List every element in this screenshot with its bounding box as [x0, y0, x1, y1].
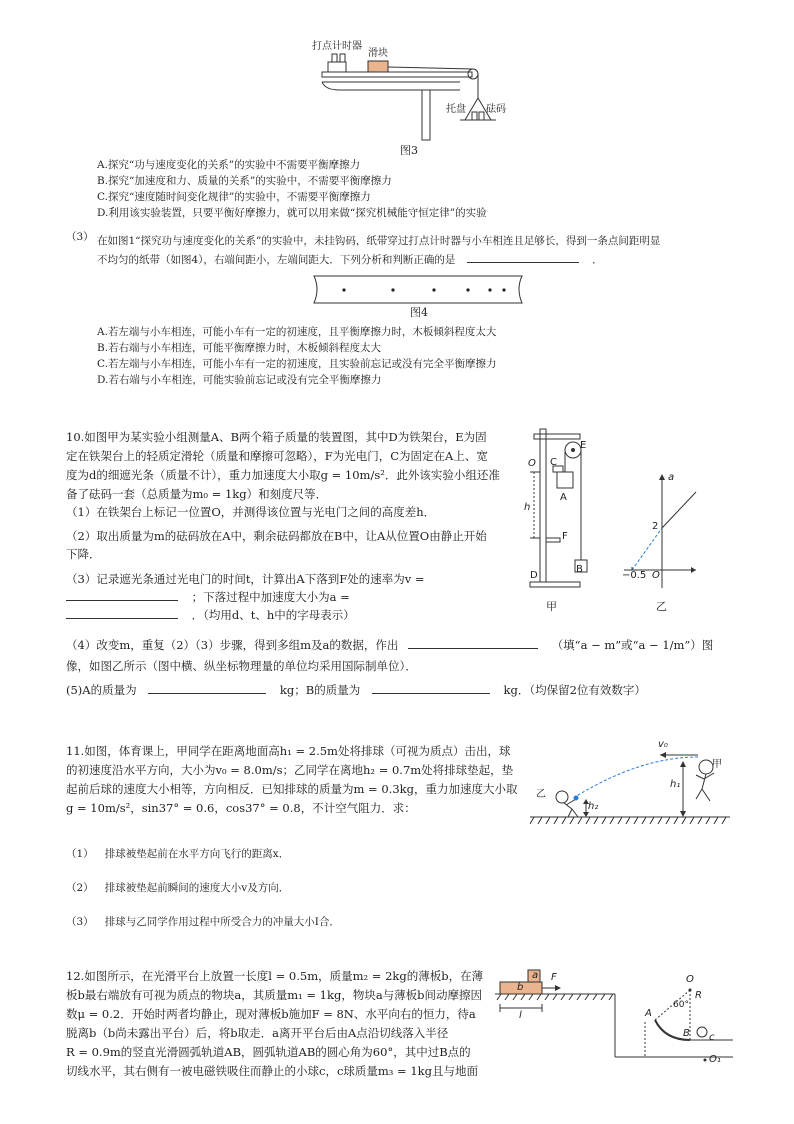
q10-part-2b: 下降．: [66, 547, 101, 561]
q11-sub-1: [66, 842, 289, 862]
figure-3-caption: 图3: [400, 144, 418, 157]
acceleration-answer-blank[interactable]: [66, 607, 178, 619]
q3-option-c: C.若左端与小车相连，可能小车有一定的初速度，且实验前忘记或没有完全平衡摩擦力: [97, 358, 497, 370]
q11-intro: [66, 742, 526, 818]
q11-sub-num: （2）: [66, 882, 94, 894]
figure-yi: [620, 470, 700, 615]
q12-line: 脱离b（b尚未露出平台）后，将b取走．a离开平台后由A点沿切线落入半径: [66, 1026, 449, 1040]
label-h1: h₁: [670, 779, 681, 790]
q10-part-4a-text: （4）改变m，重复（2）（3）步骤，得到多组m及a的数据，作出: [66, 638, 399, 652]
q12-line: 板b最右端放有可视为质点的物块a，其质量m₁ = 1kg，物块a与薄板b间动摩擦因: [66, 988, 483, 1002]
q10-part-4b-text: （填“a − m”或“a − 1/m”）图: [551, 638, 714, 652]
option-d: D.利用该实验装置，只要平衡好摩擦力，就可以用来做“探究机械能守恒定律”的实验: [97, 207, 487, 219]
q10-part-5c: kg．（均保留2位有效数字）: [503, 683, 646, 697]
label-tray: 托盘: [446, 104, 466, 115]
q12-line: 12.如图所示，在光滑平台上放置一长度l = 0.5m，质量m₂ = 2kg的薄板b，在薄: [66, 969, 484, 983]
q10-part-3b: [66, 588, 350, 607]
label-angle: 60°: [673, 1000, 689, 1010]
mass-b-blank[interactable]: [372, 682, 490, 694]
q10-intro-line: 备了砝码一套（总质量为m₀ = 1kg）和刻度尺等．: [66, 487, 328, 501]
q3-number: （3）: [66, 231, 94, 243]
q10-part-3b-text: ；下落过程中加速度大小为a =: [191, 590, 350, 604]
label-c: C: [550, 457, 557, 468]
volleyball-diagram: [530, 735, 730, 830]
q11-sub-num: （1）: [66, 848, 94, 860]
q11-intro-line: 的初速度沿水平方向，大小为v₀ = 8.0m/s；乙同学在离地h₂ = 0.7m处将排球垫起，垫: [66, 763, 514, 777]
q11-intro-line: 起前后球的速度大小相等，方向相反．已知排球的质量为m = 0.3kg，重力加速度大小取: [66, 782, 518, 796]
label-force-f: F: [551, 972, 557, 983]
x-intercept-label: −0.5: [622, 570, 647, 581]
q11-sub-3: [66, 910, 340, 930]
label-board-b: b: [517, 982, 524, 993]
label-f: F: [562, 531, 568, 542]
q11-sub-text: 排球被垫起前瞬间的速度大小v及方向．: [104, 882, 290, 894]
label-b: B: [576, 564, 583, 575]
figure-jia: [520, 424, 620, 614]
q10-part-2a: （2）取出质量为m的砝码放在A中，剩余砝码都放在B中，让A从位置O由静止开始: [66, 529, 487, 543]
figure-jia-caption: 甲: [546, 600, 557, 613]
label-e: E: [580, 440, 587, 451]
q12-line: R = 0.9m的竖直光滑圆弧轨道AB，圆弧轨道AB的圆心角为60°，其中过B点的: [66, 1045, 471, 1059]
paper-tape: [308, 273, 528, 307]
mass-a-blank[interactable]: [148, 682, 266, 694]
label-d: D: [530, 570, 538, 581]
label-length-l: l: [519, 1010, 522, 1021]
label-timer: 打点计时器: [312, 41, 362, 52]
label-jia: 甲: [712, 759, 722, 770]
platform-diagram: [495, 962, 735, 1072]
q3-line-1: 在如图1“探究功与速度变化的关系”的实验中，未挂钩码，纸带穿过打点计时器与小车相连且足够长，得到一条点间距明显: [97, 235, 661, 247]
q3-line-2: [97, 251, 603, 268]
axis-y-label: a: [668, 472, 675, 483]
q10-part-4a: [66, 636, 713, 655]
q10-part-3c-text: ．（均用d、t、h中的字母表示）: [191, 608, 355, 622]
q12-text: [66, 967, 496, 1081]
label-block-a: a: [532, 970, 539, 981]
q3-line-2-end: ．: [592, 254, 603, 266]
label-a: A: [560, 492, 567, 503]
label-ball-c: c: [709, 1032, 715, 1043]
q12-line: 切线水平，其右侧有一被电磁铁吸住而静止的小球c，c球质量m₃ = 1kg且与地面: [66, 1064, 478, 1078]
q10-part-3a: （3）记录遮光条通过光电门的时间t，计算出A下落到F处的速率为v =: [66, 572, 425, 586]
graph-choice-blank[interactable]: [408, 637, 538, 649]
label-v0: v₀: [658, 739, 668, 750]
q11-intro-line: g = 10m/s²，sin37° = 0.6，cos37° = 0.8，不计空气阻力．求：: [66, 801, 416, 815]
label-point-a: A: [645, 1008, 652, 1019]
q10-intro-line: 10.如图甲为某实验小组测量A、B两个箱子质量的装置图，其中D为铁架台，E为固: [66, 430, 487, 444]
option-b: B.探究“加速度和力、质量的关系”的实验中，不需要平衡摩擦力: [97, 175, 392, 187]
label-h2: h₂: [588, 801, 599, 812]
q11-intro-line: 11.如图，体育课上，甲同学在距离地面高h₁ = 2.5m处将排球（可视为质点）击出，球: [66, 744, 511, 758]
figure-4-caption: 图4: [410, 306, 428, 319]
figure-yi-caption: 乙: [656, 600, 667, 613]
q3-line-2-text: 不均匀的纸带（如图4），右端间距小，左端间距大．下列分析和判断正确的是: [97, 254, 456, 266]
q10-part-5b: kg；B的质量为: [279, 683, 361, 697]
q10-part-1: （1）在铁架台上标记一位置O，并测得该位置与光电门之间的高度差h．: [66, 505, 436, 519]
label-slider: 滑块: [368, 48, 388, 59]
q10-part-5: [66, 681, 646, 700]
option-c: C.探究“速度随时间变化规律”的实验中，不需要平衡摩擦力: [97, 191, 371, 203]
label-yi: 乙: [536, 789, 546, 800]
y-intercept-label: 2: [652, 521, 659, 532]
q10-part-3c: [66, 606, 355, 625]
origin-label: O: [652, 570, 660, 581]
figure-platform: [495, 962, 735, 1072]
q10-intro-line: 定在铁架台上的轻质定滑轮（质量和摩擦可忽略），F为光电门，C为固定在A上、宽: [66, 449, 488, 463]
label-h: h: [524, 502, 531, 513]
q3-options: [97, 324, 737, 388]
label-weight: 砝码: [486, 104, 506, 115]
label-center-o: O: [686, 974, 694, 985]
label-point-b: B: [683, 1028, 690, 1039]
q11-sub-2: [66, 876, 289, 896]
q11-sub-num: （3）: [66, 916, 94, 928]
option-a: A.探究“功与速度变化的关系”的实验中不需要平衡摩擦力: [97, 159, 361, 171]
q10-intro-line: 度为d的细遮光条（质量不计），重力加速度大小取g = 10m/s²．此外该实验小组还准: [66, 468, 500, 482]
figure-volleyball: [530, 735, 730, 830]
figure-4: [308, 273, 528, 323]
q11-sub-text: 排球与乙同学作用过程中所受合力的冲量大小I合．: [104, 916, 340, 928]
label-o: O: [528, 458, 536, 469]
label-o1: O₁: [709, 1054, 721, 1065]
q2-options: [97, 157, 737, 221]
q3-answer-blank[interactable]: [467, 251, 579, 263]
q10-part-4c: 像，如图乙所示（图中横、纵坐标物理量的单位均采用国际制单位）．: [66, 659, 417, 673]
velocity-answer-blank[interactable]: [66, 589, 178, 601]
q3-option-b: B.若右端与小车相连，可能平衡摩擦力时，木板倾斜程度太大: [97, 342, 382, 354]
q10-part-5a: (5)A的质量为: [66, 683, 137, 697]
label-radius-r: R: [695, 990, 702, 1001]
q11-sub-text: 排球被垫起前在水平方向飞行的距离x．: [104, 848, 290, 860]
q3-option-a: A.若左端与小车相连，可能小车有一定的初速度，且平衡摩擦力时，木板倾斜程度太大: [97, 326, 497, 338]
q10-intro: [66, 428, 516, 504]
figure-3: [300, 30, 520, 160]
q3-option-d: D.若右端与小车相连，可能实验前忘记或没有完全平衡摩擦力: [97, 374, 382, 386]
q12-line: 数μ = 0.2．开始时两者均静止，现对薄板b施加F = 8N、水平向右的恒力，待a: [66, 1007, 476, 1021]
